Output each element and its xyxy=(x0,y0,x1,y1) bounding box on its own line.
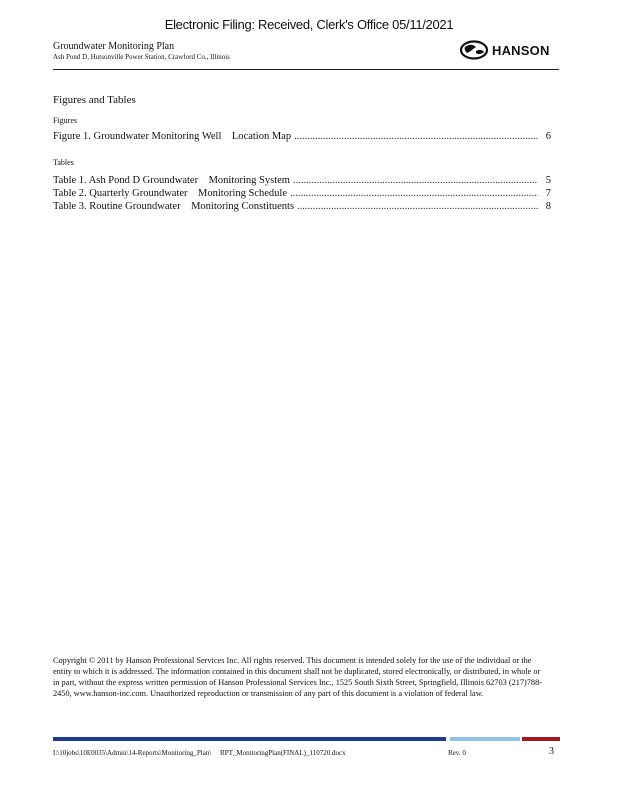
toc-entry-label: Figure 1. Groundwater Monitoring Well Location Map xyxy=(53,131,292,142)
toc-figure-1[interactable] xyxy=(53,131,551,142)
toc-table-2[interactable] xyxy=(53,188,551,199)
toc-page-number: 5 xyxy=(545,175,551,186)
figures-label: Figures xyxy=(53,116,77,125)
toc-leader xyxy=(293,175,538,186)
section-title: Figures and Tables xyxy=(53,94,136,106)
footer-bar-red xyxy=(522,737,560,741)
footer-bar-light-blue xyxy=(450,737,520,741)
toc-table-3[interactable] xyxy=(53,201,551,212)
toc-table-1[interactable] xyxy=(53,175,551,186)
header-title: Groundwater Monitoring Plan xyxy=(53,41,175,52)
filing-stamp: Electronic Filing: Received, Clerk's Office 05/11/2021 xyxy=(164,17,454,32)
header-subtitle: Ash Pond D, Hutsonville Power Station, Crawford Co., Illinois xyxy=(53,53,230,61)
footer-page-number: 3 xyxy=(549,746,554,757)
footer-revision: Rev. 0 xyxy=(448,749,466,757)
toc-entry-label: Table 3. Routine Groundwater Monitoring Constituents xyxy=(53,201,295,212)
toc-page-number: 6 xyxy=(545,131,551,142)
tables-label: Tables xyxy=(53,158,74,167)
toc-entry-label: Table 1. Ash Pond D Groundwater Monitoring System xyxy=(53,175,290,186)
toc-entry-label: Table 2. Quarterly Groundwater Monitoring Schedule xyxy=(53,188,287,199)
footer-bar-blue xyxy=(53,737,446,741)
logo-text: HANSON xyxy=(492,42,550,58)
toc-leader xyxy=(290,188,538,199)
toc-leader xyxy=(294,131,538,142)
header-rule xyxy=(53,69,559,70)
toc-page-number: 7 xyxy=(545,188,551,199)
footer-file-path: I:\10jobs\10E0035\Admin\14-Reports\Monitoring_Plan\ RPT_MonitoringPlan(FINAL)_110720.docx xyxy=(53,749,346,757)
globe-icon xyxy=(459,40,489,60)
toc-page-number: 8 xyxy=(545,201,551,212)
toc-leader xyxy=(297,201,538,212)
copyright-notice: Copyright © 2011 by Hanson Professional Services Inc. All rights reserved. This document is intended solely for the use of the individual or the entity to which it is addressed. The information contained in this document shall not be duplicated, stored electronically, or distributed, in whole or in part, without the express written permission of Hanson Professional Services Inc., 1525 South Sixth Street, Springfield, Illinois 62703 (217)788-2450, www.hanson-inc.com. Unauthorized reproduction or transmission of any part of this document is a violation of federal law. xyxy=(53,656,542,698)
hanson-logo xyxy=(459,40,550,60)
